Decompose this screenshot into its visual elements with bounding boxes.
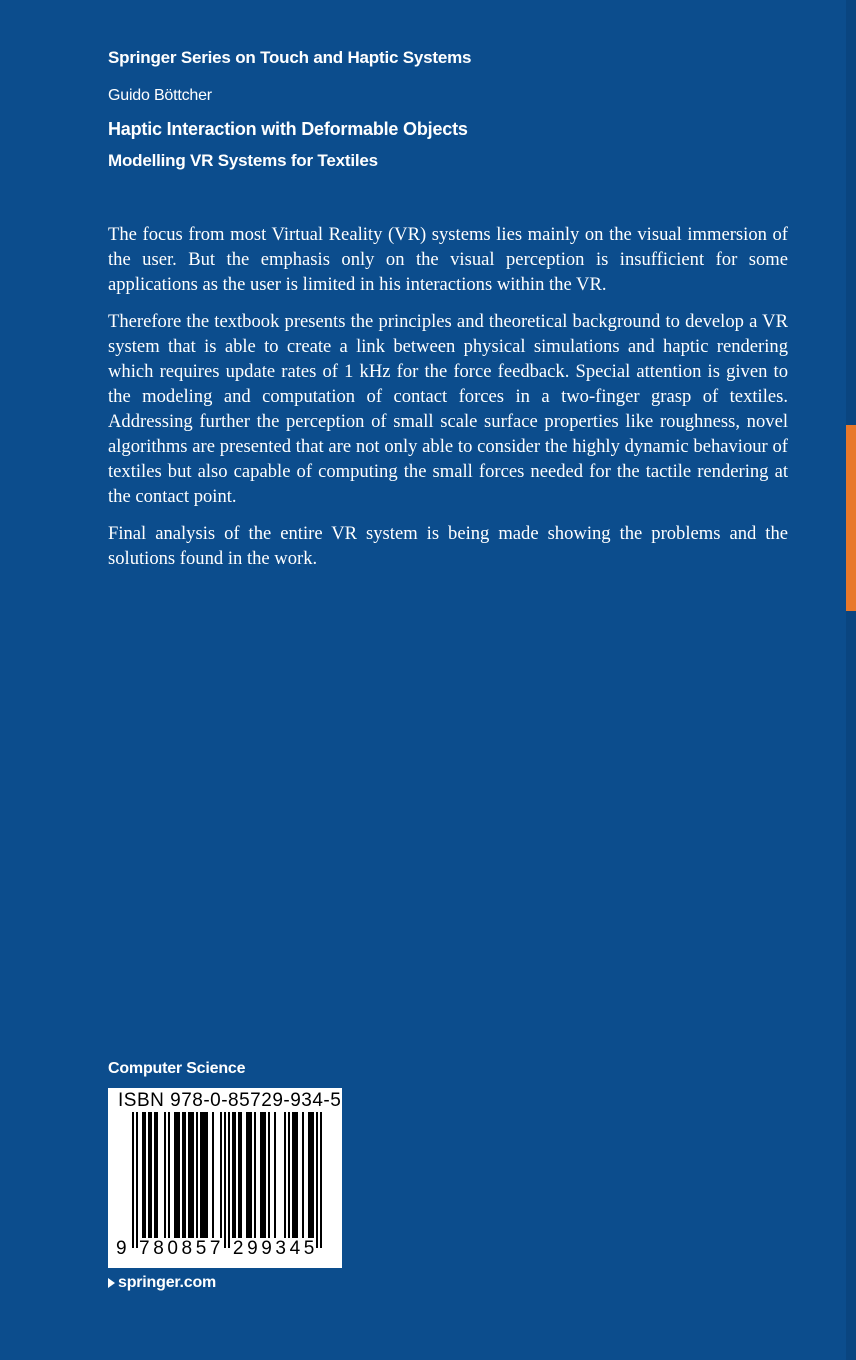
- barcode-bar: [202, 1112, 204, 1238]
- subject-category: Computer Science: [108, 1060, 246, 1077]
- barcode-bar: [234, 1112, 236, 1238]
- barcode-bar: [142, 1112, 144, 1238]
- barcode-bar: [156, 1112, 158, 1238]
- barcode-bar: [228, 1112, 230, 1248]
- barcode-bar: [240, 1112, 242, 1238]
- website-label: springer.com: [118, 1274, 217, 1291]
- barcode-bar: [296, 1112, 298, 1238]
- blurb-paragraph: Therefore the textbook presents the principles and theoretical background to develop a VR system that is able to create a link between physical simulations and haptic rendering which requires update rates of 1 kHz for the force feedback. Special attention is given to the modeling and computation of contact forces in a two-finger grasp of textiles. Addressing further the perception of small scale surface properties like roughness, novel algorithms are presented that are not only able to consider the highly dynamic behaviour of textiles but also capable of computing the small forces needed for the tactile rendering at the contact point.: [108, 311, 788, 507]
- barcode-digits: 9 780857 299345: [116, 1238, 318, 1259]
- book-title: Haptic Interaction with Deformable Objects: [108, 119, 468, 139]
- barcode-bar: [224, 1112, 226, 1248]
- barcode-bar: [206, 1112, 208, 1238]
- barcode-bar: [154, 1112, 156, 1238]
- barcode-bar: [136, 1112, 138, 1248]
- spine-edge: [846, 0, 856, 1360]
- barcode-bar: [176, 1112, 178, 1238]
- barcode-bar: [144, 1112, 146, 1238]
- barcode-bar: [220, 1112, 222, 1238]
- barcode-bar: [204, 1112, 206, 1238]
- barcode-bar: [188, 1112, 190, 1238]
- barcode-bar: [264, 1112, 266, 1238]
- book-subtitle: Modelling VR Systems for Textiles: [108, 151, 378, 170]
- barcode-bar: [254, 1112, 256, 1238]
- barcode-bar: [294, 1112, 296, 1238]
- barcode-bar: [192, 1112, 194, 1238]
- barcode-bar: [268, 1112, 270, 1238]
- barcode-bar: [310, 1112, 312, 1238]
- barcode-bar: [274, 1112, 276, 1238]
- barcode-bar: [320, 1112, 322, 1248]
- barcode-bar: [250, 1112, 252, 1238]
- barcode-bar: [174, 1112, 176, 1238]
- barcode-bar: [316, 1112, 318, 1248]
- author-name: Guido Böttcher: [108, 87, 212, 104]
- barcode-bar: [260, 1112, 262, 1238]
- orange-accent-tab: [846, 425, 856, 611]
- blurb-paragraph: Final analysis of the entire VR system is being made showing the problems and the solutions found in the work.: [108, 523, 788, 569]
- blurb-text: [108, 222, 788, 583]
- barcode-bar: [178, 1112, 180, 1238]
- barcode-bar: [288, 1112, 290, 1238]
- barcode-bar: [302, 1112, 304, 1238]
- barcode-bar: [292, 1112, 294, 1238]
- barcode-bar: [168, 1112, 170, 1238]
- barcode-bar: [262, 1112, 264, 1238]
- barcode-bar: [164, 1112, 166, 1238]
- barcode-bar: [284, 1112, 286, 1238]
- barcode-bar: [308, 1112, 310, 1238]
- barcode-bar: [212, 1112, 214, 1238]
- barcode-bar: [238, 1112, 240, 1238]
- isbn-barcode: [108, 1088, 342, 1268]
- isbn-label: ISBN 978-0-85729-934-5: [118, 1090, 342, 1111]
- barcode-bar: [190, 1112, 192, 1238]
- series-title: Springer Series on Touch and Haptic Systems: [108, 48, 472, 67]
- barcode-bar: [196, 1112, 198, 1238]
- barcode-bar: [232, 1112, 234, 1238]
- barcode-bar: [148, 1112, 150, 1238]
- barcode-bar: [184, 1112, 186, 1238]
- barcode-bar: [150, 1112, 152, 1238]
- blurb-paragraph: The focus from most Virtual Reality (VR) systems lies mainly on the visual immersion of the user. But the emphasis only on the visual perception is insufficient for some applications as the user is limited in his interactions within the VR.: [108, 224, 788, 295]
- arrow-right-icon: [108, 1278, 115, 1288]
- barcode-bar: [132, 1112, 134, 1248]
- barcode-bar: [312, 1112, 314, 1238]
- barcode-bar: [246, 1112, 248, 1238]
- barcode-bar: [182, 1112, 184, 1238]
- barcode-bar: [200, 1112, 202, 1238]
- springer-website-link[interactable]: [108, 1274, 216, 1292]
- barcode-bar: [248, 1112, 250, 1238]
